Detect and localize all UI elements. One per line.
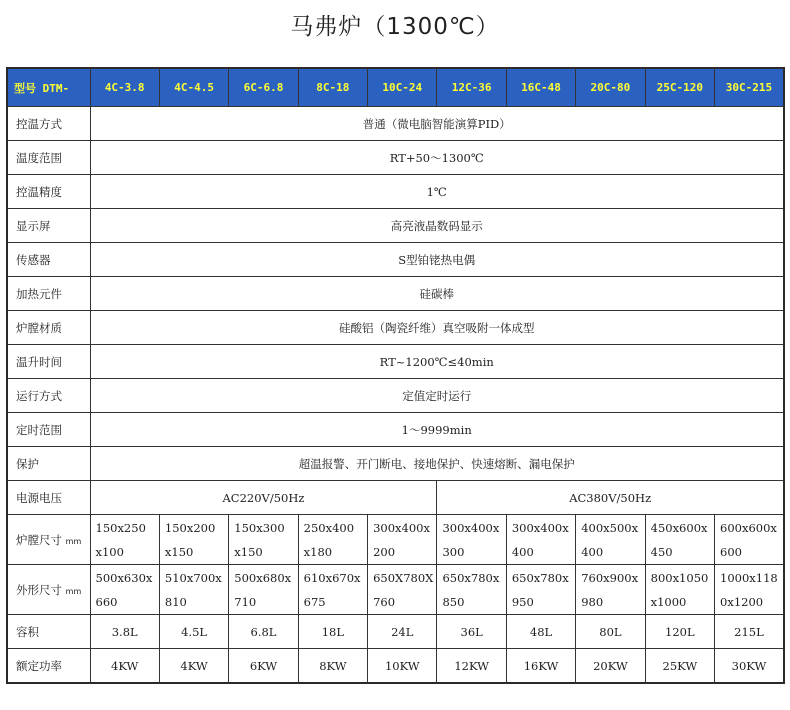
outer-size-cell-line1: 500x630x	[95, 570, 153, 585]
outer-size-cell	[715, 565, 784, 615]
outer-size-cell-line2: 710	[234, 594, 257, 609]
chamber-size-cell-line2: x180	[303, 544, 333, 559]
chamber-size-cell-line2: x100	[95, 544, 124, 559]
model-cell: 12C-36	[437, 68, 506, 107]
chamber-size-cell	[437, 515, 506, 565]
volume-cell: 48L	[506, 615, 575, 649]
chamber-size-cell-line1: 600x600x	[720, 520, 777, 535]
volume-cell: 4.5L	[159, 615, 228, 649]
page-title: 马弗炉（1300℃）	[290, 14, 500, 40]
table-row	[7, 277, 784, 311]
chamber-size-cell-line2: x150	[164, 544, 194, 559]
outer-size-cell-line2: 810	[164, 594, 187, 609]
outer-size-cell-line1: 650x780x	[442, 570, 500, 585]
row-label: 控温方式	[7, 107, 90, 141]
chamber-size-cell-line2: 400	[581, 544, 604, 559]
table-row	[7, 243, 784, 277]
table-row	[7, 141, 784, 175]
volume-cell: 36L	[437, 615, 506, 649]
table-row	[7, 311, 784, 345]
outer-size-cell-line2: x1000	[650, 594, 687, 609]
power-rating-cell: 30KW	[715, 649, 784, 684]
volume-cell: 18L	[298, 615, 367, 649]
volume-cell: 3.8L	[90, 615, 159, 649]
outer-size-cell-line1: 500x680x	[234, 570, 292, 585]
model-cell: 16C-48	[506, 68, 575, 107]
chamber-size-cell	[159, 515, 228, 565]
power-rating-cell: 10KW	[368, 649, 437, 684]
model-header-label: 型号 DTM-	[7, 68, 90, 107]
row-value: 高亮液晶数码显示	[90, 209, 784, 243]
chamber-size-cell	[715, 515, 784, 565]
power-supply-220v: AC220V/50Hz	[90, 481, 437, 515]
row-value: 硅碳棒	[90, 277, 784, 311]
row-label: 额定功率	[7, 649, 90, 684]
table-row	[7, 345, 784, 379]
volume-cell: 24L	[368, 615, 437, 649]
outer-size-cell-line1: 650X780X	[373, 570, 434, 585]
chamber-size-cell-line1: 150x250	[95, 520, 146, 535]
outer-size-cell-line1: 610x670x	[303, 570, 361, 585]
outer-size-cell-line1: 800x1050	[650, 570, 709, 585]
outer-size-cell	[506, 565, 575, 615]
chamber-size-cell-line1: 300x400x	[373, 520, 430, 535]
chamber-size-cell-line1: 150x300	[234, 520, 285, 535]
outer-size-cell	[298, 565, 367, 615]
outer-size-cell	[368, 565, 437, 615]
outer-size-cell-line1: 1000x118	[720, 570, 778, 585]
header-row	[7, 68, 784, 107]
model-cell: 20C-80	[576, 68, 645, 107]
outer-size-cell-line2: 850	[442, 594, 465, 609]
chamber-size-row	[7, 515, 784, 565]
row-label: 温升时间	[7, 345, 90, 379]
chamber-size-cell	[298, 515, 367, 565]
model-cell: 10C-24	[368, 68, 437, 107]
row-value: RT+50～1300℃	[90, 141, 784, 175]
row-label: 保护	[7, 447, 90, 481]
row-label: 电源电压	[7, 481, 90, 515]
outer-size-cell-line1: 650x780x	[511, 570, 569, 585]
row-value: 定值定时运行	[90, 379, 784, 413]
outer-size-cell	[229, 565, 298, 615]
chamber-size-cell-line2: 450	[650, 544, 673, 559]
model-cell: 4C-4.5	[159, 68, 228, 107]
table-row	[7, 413, 784, 447]
row-label: 运行方式	[7, 379, 90, 413]
outer-size-cell-line1: 510x700x	[164, 570, 222, 585]
power-rating-row	[7, 649, 784, 684]
outer-size-cell-line2: 0x1200	[720, 594, 764, 609]
row-label: 炉膛材质	[7, 311, 90, 345]
model-cell: 8C-18	[298, 68, 367, 107]
row-value: S型铂铑热电偶	[90, 243, 784, 277]
row-label: 定时范围	[7, 413, 90, 447]
power-rating-cell: 16KW	[506, 649, 575, 684]
row-value: RT~1200℃≤40min	[90, 345, 784, 379]
table-row	[7, 447, 784, 481]
model-cell: 4C-3.8	[90, 68, 159, 107]
power-rating-cell: 12KW	[437, 649, 506, 684]
volume-cell: 120L	[645, 615, 714, 649]
table-row	[7, 175, 784, 209]
chamber-size-cell	[368, 515, 437, 565]
unit-label: mm	[65, 586, 82, 596]
row-label: 控温精度	[7, 175, 90, 209]
row-label: 加热元件	[7, 277, 90, 311]
chamber-size-cell	[90, 515, 159, 565]
chamber-size-cell-line1: 450x600x	[650, 520, 708, 535]
row-value: 普通（微电脑智能演算PID）	[90, 107, 784, 141]
outer-size-cell-line2: 760	[373, 594, 396, 609]
outer-size-cell	[90, 565, 159, 615]
volume-cell: 6.8L	[229, 615, 298, 649]
table-row	[7, 107, 784, 141]
model-cell: 25C-120	[645, 68, 714, 107]
chamber-size-cell	[576, 515, 645, 565]
table-row	[7, 209, 784, 243]
power-rating-cell: 20KW	[576, 649, 645, 684]
chamber-size-cell	[229, 515, 298, 565]
row-label	[7, 515, 90, 565]
outer-size-cell	[645, 565, 714, 615]
row-value: 1℃	[90, 175, 784, 209]
chamber-size-cell-line1: 300x400x	[442, 520, 500, 535]
row-value: 超温报警、开门断电、接地保护、快速熔断、漏电保护	[90, 447, 784, 481]
chamber-size-cell-line1: 150x200	[164, 520, 216, 535]
chamber-size-cell-line2: 200	[373, 544, 396, 559]
power-rating-cell: 4KW	[159, 649, 228, 684]
row-label: 传感器	[7, 243, 90, 277]
outer-size-cell	[576, 565, 645, 615]
volume-row	[7, 615, 784, 649]
chamber-size-cell	[645, 515, 714, 565]
power-rating-cell: 4KW	[90, 649, 159, 684]
row-label	[7, 565, 90, 615]
row-label: 容积	[7, 615, 90, 649]
outer-size-cell-line2: 660	[95, 594, 118, 609]
chamber-size-label: 炉膛尺寸	[16, 532, 62, 547]
row-value: 1～9999min	[90, 413, 784, 447]
outer-size-row	[7, 565, 784, 615]
outer-size-cell-line1: 760x900x	[581, 570, 639, 585]
power-rating-cell: 8KW	[298, 649, 367, 684]
volume-cell: 80L	[576, 615, 645, 649]
outer-size-cell	[159, 565, 228, 615]
model-cell: 30C-215	[715, 68, 784, 107]
spec-table	[6, 67, 785, 684]
chamber-size-cell	[506, 515, 575, 565]
outer-size-label: 外形尺寸	[16, 582, 62, 597]
power-rating-cell: 6KW	[229, 649, 298, 684]
chamber-size-cell-line2: x150	[234, 544, 263, 559]
chamber-size-cell-line1: 300x400x	[511, 520, 569, 535]
chamber-size-cell-line1: 400x500x	[581, 520, 639, 535]
chamber-size-cell-line1: 250x400	[303, 520, 355, 535]
power-supply-row	[7, 481, 784, 515]
outer-size-cell	[437, 565, 506, 615]
table-row	[7, 379, 784, 413]
outer-size-cell-line2: 980	[581, 594, 604, 609]
model-cell: 6C-6.8	[229, 68, 298, 107]
unit-label: mm	[65, 536, 82, 546]
row-label: 温度范围	[7, 141, 90, 175]
chamber-size-cell-line2: 400	[511, 544, 534, 559]
chamber-size-cell-line2: 600	[720, 544, 742, 559]
outer-size-cell-line2: 675	[303, 594, 326, 609]
power-supply-380v: AC380V/50Hz	[437, 481, 784, 515]
row-value: 硅酸铝（陶瓷纤维）真空吸附一体成型	[90, 311, 784, 345]
chamber-size-cell-line2: 300	[442, 544, 465, 559]
volume-cell: 215L	[715, 615, 784, 649]
outer-size-cell-line2: 950	[511, 594, 534, 609]
power-rating-cell: 25KW	[645, 649, 714, 684]
row-label: 显示屏	[7, 209, 90, 243]
